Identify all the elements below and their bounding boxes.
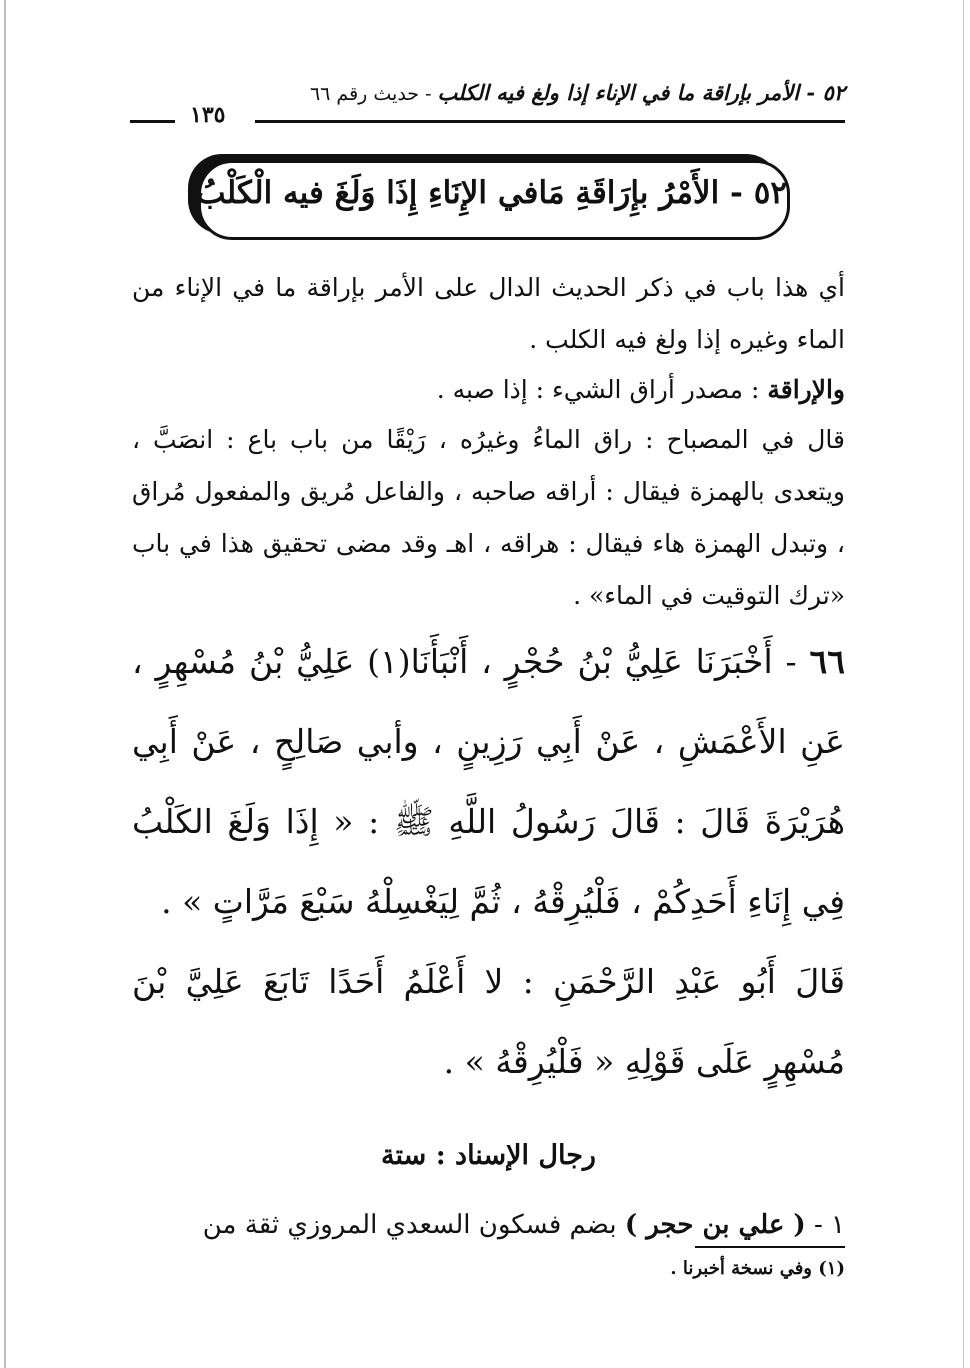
narrator-name: ( علي بن حجر ) <box>624 1210 806 1240</box>
page-number: ١٣٥ <box>190 102 226 128</box>
narrator-entry <box>132 1200 845 1250</box>
hadith-number: ٦٦ <box>809 642 845 681</box>
narrator-number: ١ - <box>805 1210 845 1240</box>
hadith-reference: - حديث رقم ٦٦ <box>309 83 438 105</box>
lexicon-paragraph: قال في المصباح : راق الماءُ وغيرُه ، رَيْقًا من باب باع : انصَبَّ ، ويتعدى بالهمزة فيقال : أراقه صاحبه ، والفاعل مُريق والمفعول مُراق ، وتبدل الهمزة هاء فيقال : هراقه ، اهـ وقد مضى تحقيق هذا في باب «ترك التوقيت في الماء» . <box>132 425 845 610</box>
intro-paragraph: أي هذا باب في ذكر الحديث الدال على الأمر بإراقة ما في الإناء من الماء وغيره إذا ولغ فيه الكلب . <box>132 273 845 354</box>
section-heading: رجال الإسناد : ستة <box>381 1140 596 1171</box>
footnote-rule <box>695 1246 845 1248</box>
scan-edge <box>4 0 6 1368</box>
chapter-title: ٥٢ - الأَمْرُ بإِرَاقَةِ مَافي الإِنَاءِ إِذَا وَلَغَ فيه الْكَلْبُ <box>196 175 787 211</box>
definition-paragraph <box>132 364 845 416</box>
running-title-text: ٥٢ - الأمر بإراقة ما في الإناء إذا ولغ فيه الكلب <box>437 80 845 105</box>
chapter-banner <box>198 160 790 240</box>
narrator-text: بضم فسكون السعدي المروزي ثقة من <box>202 1210 625 1240</box>
footnote: (١) وفي نسخة أخبرنا . <box>670 1258 845 1279</box>
hadith-body: - أَخْبَرَنَا عَلِيُّ بْنُ حُجْرٍ ، أَنْبَأَنَا(١) عَلِيُّ بْنُ مُسْهِرٍ ، عَنِ الأَعْمَشِ ، عَنْ أَبِي رَزِينٍ ، وأبي صَالِحٍ ، عَنْ أَبِي هُرَيْرَةَ قَالَ : قَالَ رَسُولُ اللَّهِ ﷺ : « إِذَا وَلَغَ الكَلْبُ فِي إِنَاءِ أَحَدِكُمْ ، فَلْيُرِقْهُ ، ثُمَّ لِيَغْسِلْهُ سَبْعَ مَرَّاتٍ » . <box>132 642 845 921</box>
definition-text: : مصدر أراق الشيء : إذا صبه . <box>436 375 768 404</box>
running-title <box>310 80 845 105</box>
hadith-comment: قَالَ أَبُو عَبْدِ الرَّحْمَنِ : لا أَعْلَمُ أَحَدًا تَابَعَ عَلِيَّ بْنَ مُسْهِرٍ عَلَى قَوْلِهِ « فَلْيُرِقْهُ » . <box>132 962 845 1081</box>
definition-term: والإراقة <box>767 375 845 404</box>
hadith-text <box>132 622 845 942</box>
scan-edge <box>963 0 964 1368</box>
